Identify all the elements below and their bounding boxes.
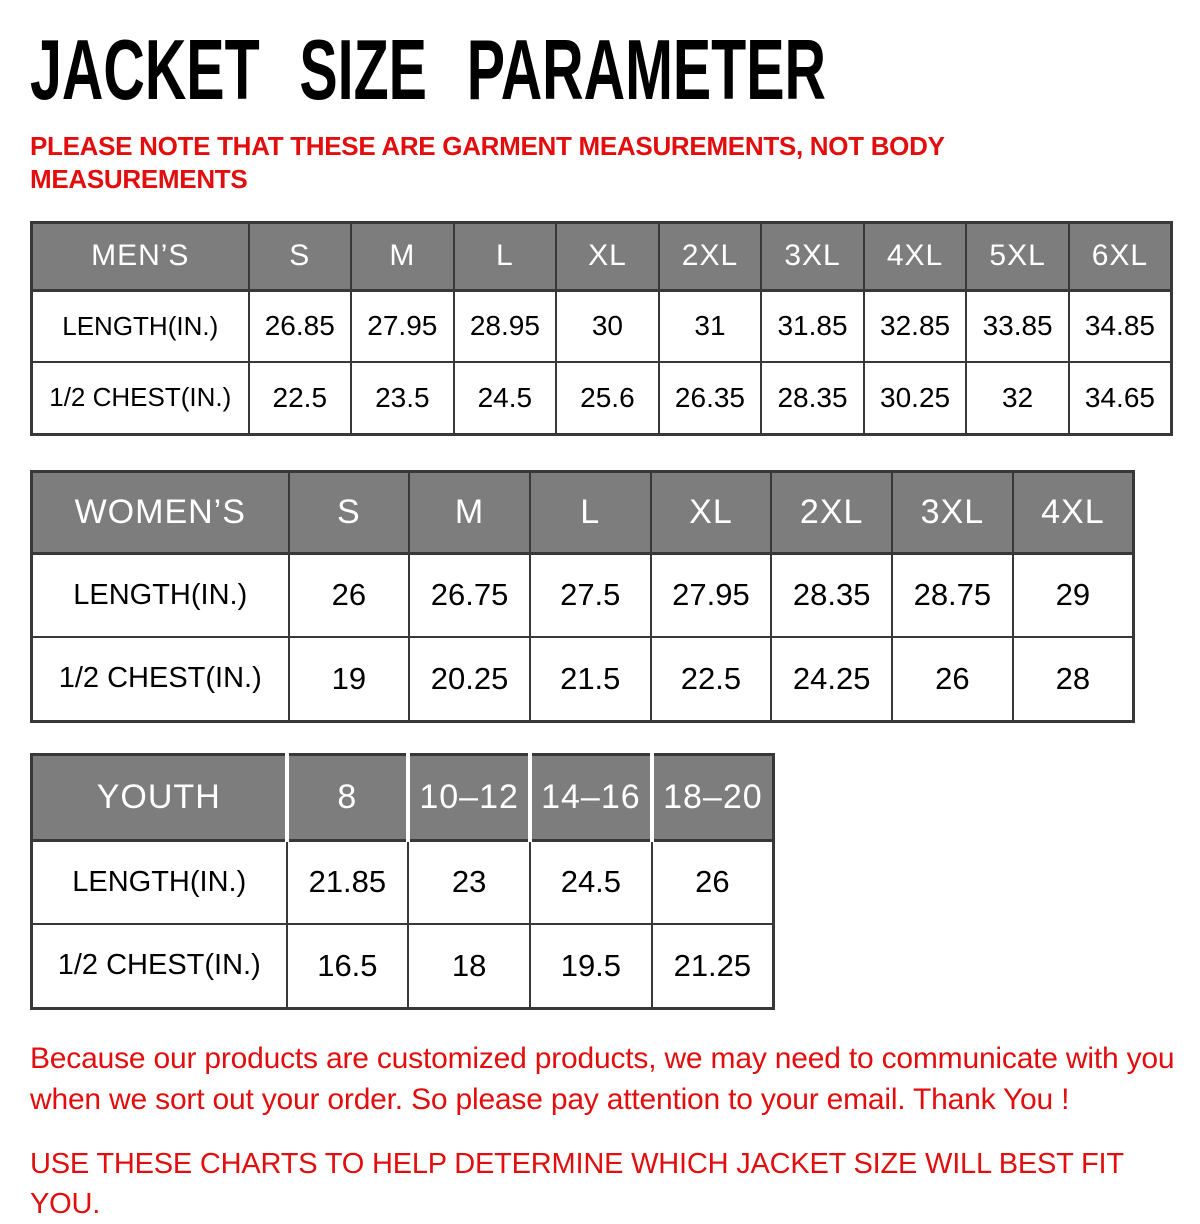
youth-measurement-row: [32, 924, 774, 1008]
mens-size-col-header: 4XL: [864, 222, 967, 290]
womens-table-body: [32, 553, 1134, 721]
womens-value-cell: 22.5: [651, 637, 772, 721]
womens-value-cell: 28: [1013, 637, 1134, 721]
womens-table-title: WOMEN’S: [32, 471, 289, 553]
mens-value-cell: 28.35: [761, 362, 864, 434]
mens-table-title: MEN’S: [32, 222, 249, 290]
mens-value-cell: 26.35: [659, 362, 762, 434]
mens-value-cell: 25.6: [556, 362, 659, 434]
womens-value-cell: 27.5: [530, 553, 651, 637]
mens-value-cell: 22.5: [249, 362, 352, 434]
customization-notice: Because our products are customized products, we may need to communicate with you when we sort out your order. So please pay attention to your email. Thank You !: [30, 1041, 1175, 1116]
youth-size-table: [30, 753, 775, 1010]
mens-table-header: [32, 222, 1172, 290]
womens-value-cell: 27.95: [651, 553, 772, 637]
womens-size-col-header: 2XL: [771, 471, 892, 553]
mens-value-cell: 31.85: [761, 290, 864, 362]
mens-table-body: [32, 290, 1172, 434]
mens-value-cell: 23.5: [351, 362, 454, 434]
youth-size-col-header: 14–16: [530, 754, 652, 840]
womens-size-table: [30, 470, 1135, 723]
youth-table-title: YOUTH: [32, 754, 287, 840]
mens-size-col-header: 5XL: [966, 222, 1069, 290]
mens-row-label: 1/2 CHEST(IN.): [32, 362, 249, 434]
mens-size-table: [30, 221, 1173, 436]
mens-size-col-header: 3XL: [761, 222, 864, 290]
womens-size-col-header: 4XL: [1013, 471, 1134, 553]
youth-value-cell: 19.5: [530, 924, 652, 1008]
mens-size-col-header: 6XL: [1069, 222, 1172, 290]
womens-size-col-header: XL: [651, 471, 772, 553]
youth-size-col-header: 8: [287, 754, 409, 840]
mens-value-cell: 24.5: [454, 362, 557, 434]
youth-size-col-header: 18–20: [652, 754, 774, 840]
mens-value-cell: 30: [556, 290, 659, 362]
youth-header-row: [32, 754, 774, 840]
mens-value-cell: 31: [659, 290, 762, 362]
mens-size-col-header: XL: [556, 222, 659, 290]
youth-value-cell: 26: [652, 840, 774, 924]
womens-header-row: [32, 471, 1134, 553]
youth-row-label: LENGTH(IN.): [32, 840, 287, 924]
womens-value-cell: 21.5: [530, 637, 651, 721]
mens-value-cell: 34.65: [1069, 362, 1172, 434]
youth-table-body: [32, 840, 774, 1008]
youth-value-cell: 18: [408, 924, 530, 1008]
usage-instruction: USE THESE CHARTS TO HELP DETERMINE WHICH JACKET SIZE WILL BEST FIT YOU.: [30, 1148, 1124, 1221]
mens-value-cell: 26.85: [249, 290, 352, 362]
womens-size-col-header: S: [289, 471, 410, 553]
mens-value-cell: 30.25: [864, 362, 967, 434]
youth-measurement-row: [32, 840, 774, 924]
womens-row-label: LENGTH(IN.): [32, 553, 289, 637]
youth-value-cell: 16.5: [287, 924, 409, 1008]
mens-size-col-header: S: [249, 222, 352, 290]
mens-value-cell: 32.85: [864, 290, 967, 362]
youth-table-header: [32, 754, 774, 840]
mens-row-label: LENGTH(IN.): [32, 290, 249, 362]
womens-measurement-row: [32, 637, 1134, 721]
youth-value-cell: 21.85: [287, 840, 409, 924]
womens-value-cell: 19: [289, 637, 410, 721]
womens-size-col-header: L: [530, 471, 651, 553]
womens-size-col-header: 3XL: [892, 471, 1013, 553]
youth-value-cell: 21.25: [652, 924, 774, 1008]
womens-value-cell: 26: [892, 637, 1013, 721]
womens-value-cell: 26: [289, 553, 410, 637]
mens-size-col-header: M: [351, 222, 454, 290]
youth-size-col-header: 10–12: [408, 754, 530, 840]
womens-row-label: 1/2 CHEST(IN.): [32, 637, 289, 721]
mens-value-cell: 28.95: [454, 290, 557, 362]
mens-size-col-header: 2XL: [659, 222, 762, 290]
mens-measurement-row: [32, 290, 1172, 362]
mens-size-col-header: L: [454, 222, 557, 290]
womens-value-cell: 24.25: [771, 637, 892, 721]
womens-measurement-row: [32, 553, 1134, 637]
womens-value-cell: 20.25: [409, 637, 530, 721]
womens-table-header: [32, 471, 1134, 553]
womens-value-cell: 29: [1013, 553, 1134, 637]
mens-header-row: [32, 222, 1172, 290]
youth-value-cell: 24.5: [530, 840, 652, 924]
youth-value-cell: 23: [408, 840, 530, 924]
garment-measurement-note: PLEASE NOTE THAT THESE ARE GARMENT MEASUREMENTS, NOT BODY MEASUREMENTS: [30, 131, 945, 195]
mens-measurement-row: [32, 362, 1172, 434]
mens-value-cell: 33.85: [966, 290, 1069, 362]
womens-size-col-header: M: [409, 471, 530, 553]
youth-row-label: 1/2 CHEST(IN.): [32, 924, 287, 1008]
womens-value-cell: 28.75: [892, 553, 1013, 637]
mens-value-cell: 34.85: [1069, 290, 1172, 362]
womens-value-cell: 28.35: [771, 553, 892, 637]
mens-value-cell: 27.95: [351, 290, 454, 362]
page-title-text: JACKET SIZE PARAMETER: [30, 23, 826, 118]
womens-value-cell: 26.75: [409, 553, 530, 637]
mens-value-cell: 32: [966, 362, 1069, 434]
page-title: [30, 23, 1170, 118]
